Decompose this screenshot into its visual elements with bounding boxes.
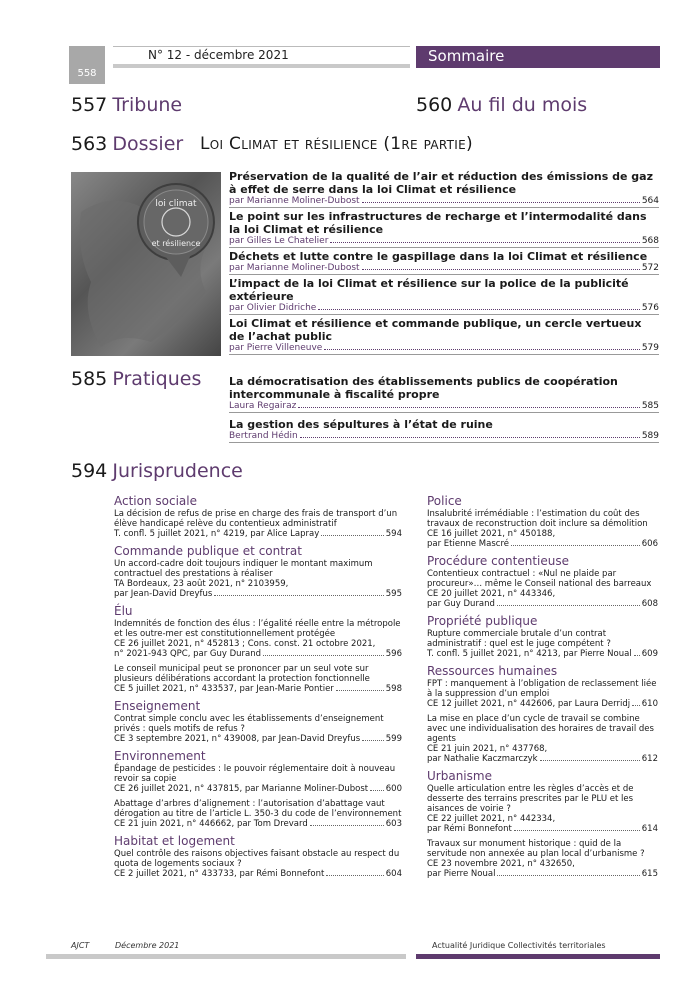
leader-dots	[634, 655, 640, 656]
juris-citation: par Etienne Mascré	[427, 539, 509, 549]
dossier-articles	[229, 170, 659, 357]
article-line	[229, 401, 659, 413]
article-author: par Marianne Moliner-Dubost	[229, 196, 360, 206]
juris-ref	[114, 734, 402, 744]
dossier-subtitle: Loi Climat et résilience (1re partie)	[200, 134, 473, 154]
juris-entry[interactable]	[427, 714, 658, 764]
juris-page: 603	[385, 819, 402, 829]
footer-journal: AJCT	[71, 941, 90, 950]
juris-summary: FPT : manquement à l’obligation de reclassement liée à la suppression d’un emploi	[427, 679, 657, 699]
juris-entry[interactable]	[427, 554, 658, 609]
juris-page: 595	[385, 589, 402, 599]
juris-summary: Contrat simple conclu avec les établissements d’enseignement privés : quels motifs de refus ?	[114, 714, 384, 734]
juris-entry[interactable]	[114, 749, 402, 794]
juris-entry[interactable]	[114, 834, 402, 879]
juris-citation-pre: CE 23 novembre 2021, n° 432650,	[427, 859, 575, 869]
juris-page: 609	[641, 649, 658, 659]
juris-entry[interactable]	[427, 664, 658, 709]
leader-dots	[497, 875, 639, 876]
juris-left-column	[114, 494, 402, 879]
section-pratiques-title: Pratiques	[112, 368, 202, 390]
juris-page: 612	[641, 754, 658, 764]
leader-dots	[318, 309, 639, 310]
badge-line1: loi climat	[155, 199, 197, 209]
leader-dots	[362, 269, 640, 270]
section-tribune-page: 557	[71, 94, 108, 116]
juris-summary: Abattage d’arbres d’alignement : l’autorisation d’abattage vaut dérogation au titre de l’article L. 350-3 du code de l’environnement	[114, 799, 402, 819]
juris-citation-pre: CE 21 juin 2021, n° 437768,	[427, 744, 548, 754]
dossier-article[interactable]	[229, 277, 659, 315]
juris-citation: n° 2021-943 QPC, par Guy Durand	[114, 649, 262, 659]
page-number: 558	[77, 68, 97, 79]
juris-citation: par Rémi Bonnefont	[427, 824, 512, 834]
article-page: 564	[641, 196, 659, 206]
article-author: par Gilles Le Chatelier	[229, 236, 329, 246]
juris-summary: Travaux sur monument historique : quid de la servitude non annexée au plan local d’urbanisme ?	[427, 839, 645, 859]
leader-dots	[298, 407, 639, 408]
section-dossier-page: 563	[71, 133, 108, 155]
article-page: 589	[641, 431, 659, 441]
juris-heading: Propriété publique	[427, 614, 538, 628]
article-title: Le point sur les infrastructures de recharge et l’intermodalité dans la loi Climat et résilience	[229, 210, 647, 236]
juris-entry[interactable]	[114, 699, 402, 744]
pratiques-article[interactable]	[229, 418, 659, 443]
leader-dots	[330, 242, 639, 243]
juris-heading: Urbanisme	[427, 769, 492, 783]
juris-heading: Ressources humaines	[427, 664, 558, 678]
leader-dots	[310, 825, 384, 826]
article-title: L’impact de la loi Climat et résilience sur la police de la publicité extérieure	[229, 277, 629, 303]
footer-date: Décembre 2021	[115, 941, 180, 950]
juris-ref	[427, 649, 658, 659]
juris-summary: Le conseil municipal peut se prononcer par un seul vote sur plusieurs délibérations accordant la protection fonctionnelle	[114, 664, 370, 684]
juris-citation: T. confl. 5 juillet 2021, n° 4219, par Alice Lapray	[114, 529, 320, 539]
article-author: Bertrand Hédin	[229, 431, 298, 441]
article-title: Déchets et lutte contre le gaspillage dans la loi Climat et résilience	[229, 250, 648, 263]
juris-entry[interactable]	[114, 544, 402, 599]
article-title: La démocratisation des établissements publics de coopération intercommunale à fiscalité propre	[229, 375, 618, 401]
juris-page: 594	[385, 529, 402, 539]
pratiques-articles	[229, 375, 659, 443]
leader-dots	[370, 790, 384, 791]
dossier-illustration	[71, 172, 221, 356]
juris-heading: Élu	[114, 604, 133, 618]
juris-summary: Un accord-cadre doit toujours indiquer le montant maximum contractuel des prestations à réaliser	[114, 559, 373, 579]
dossier-article[interactable]	[229, 317, 659, 355]
juris-ref	[427, 869, 658, 879]
juris-citation: CE 21 juin 2021, n° 446662, par Tom Drevard	[114, 819, 308, 829]
juris-ref	[427, 539, 658, 549]
juris-summary: Insalubrité irrémédiable : l’estimation du coût des travaux de reconstruction doit inclure sa démolition	[427, 509, 648, 529]
juris-page: 604	[385, 869, 402, 879]
juris-page: 608	[641, 599, 658, 609]
juris-ref	[427, 699, 658, 709]
section-dossier[interactable]	[71, 133, 183, 155]
juris-summary: Quel contrôle des raisons objectives faisant obstacle au respect du quota de logements sociaux ?	[114, 849, 400, 869]
juris-citation-pre: CE 26 juillet 2021, n° 452813 ; Cons. const. 21 octobre 2021,	[114, 639, 376, 649]
juris-summary: Contentieux contractuel : «Nul ne plaide par procureur»… même le Conseil national des barreaux	[427, 569, 652, 589]
section-dossier-title: Dossier	[112, 133, 184, 155]
article-line	[229, 196, 659, 208]
juris-summary: Rupture commerciale brutale d’un contrat administratif : quel est le juge compétent ?	[427, 629, 611, 649]
juris-citation: CE 12 juillet 2021, n° 442606, par Laura Derridj	[427, 699, 631, 709]
leader-dots	[514, 830, 640, 831]
juris-heading: Police	[427, 494, 462, 508]
juris-citation: par Jean-David Dreyfus	[114, 589, 213, 599]
leader-dots	[362, 740, 384, 741]
leader-dots	[511, 545, 640, 546]
map-pin-illustration	[71, 172, 221, 356]
section-jurisprudence[interactable]	[71, 460, 243, 482]
juris-summary: Indemnités de fonction des élus : l’égalité réelle entre la métropole et les outre-mer est constitutionnellement protégée	[114, 619, 401, 639]
leader-dots	[540, 760, 640, 761]
juris-entry[interactable]	[114, 664, 402, 694]
leader-dots	[632, 705, 640, 706]
article-page: 579	[641, 343, 659, 353]
article-line	[229, 431, 659, 443]
article-line	[229, 343, 659, 355]
leader-dots	[214, 595, 383, 596]
article-line	[229, 236, 659, 248]
leader-dots	[321, 535, 384, 536]
juris-citation: T. confl. 5 juillet 2021, n° 4213, par Pierre Noual	[427, 649, 632, 659]
juris-citation: CE 26 juillet 2021, n° 437815, par Marianne Moliner-Dubost	[114, 784, 369, 794]
section-juris-page: 594	[71, 460, 108, 482]
juris-heading: Enseignement	[114, 699, 201, 713]
juris-entry[interactable]	[427, 839, 658, 879]
juris-page: 600	[385, 784, 402, 794]
footer-publication: Actualité Juridique Collectivités territoriales	[432, 941, 606, 950]
juris-citation-pre: CE 20 juillet 2021, n° 443346,	[427, 589, 556, 599]
article-author: par Pierre Villeneuve	[229, 343, 323, 353]
juris-citation: CE 5 juillet 2021, n° 433537, par Jean-Marie Pontier	[114, 684, 334, 694]
article-title: La gestion des sépultures à l’état de ruine	[229, 418, 493, 431]
juris-citation: CE 3 septembre 2021, n° 439008, par Jean-David Dreyfus	[114, 734, 361, 744]
article-author: par Marianne Moliner-Dubost	[229, 263, 360, 273]
section-tribune[interactable]	[71, 94, 182, 116]
leader-dots	[497, 605, 640, 606]
leader-dots	[336, 690, 384, 691]
section-au-fil-page: 560	[416, 94, 453, 116]
juris-page: 596	[385, 649, 402, 659]
section-au-fil[interactable]	[416, 94, 587, 116]
juris-ref	[427, 754, 658, 764]
juris-ref	[114, 529, 402, 539]
juris-page: 606	[641, 539, 658, 549]
article-line	[229, 263, 659, 275]
article-page: 576	[641, 303, 659, 313]
section-pratiques[interactable]	[71, 368, 201, 390]
section-pratiques-page: 585	[71, 368, 108, 390]
juris-citation: par Pierre Noual	[427, 869, 496, 879]
leader-dots	[326, 875, 383, 876]
juris-ref	[114, 869, 402, 879]
leader-dots	[324, 349, 640, 350]
juris-entry[interactable]	[427, 494, 658, 549]
juris-summary: Quelle articulation entre les règles d’accès et de desserte des terrains prescrites par le PLU et les aisances de voirie ?	[427, 784, 634, 814]
footer-right-bar	[416, 954, 660, 959]
article-line	[229, 303, 659, 315]
juris-citation-pre: CE 16 juillet 2021, n° 450188,	[427, 529, 556, 539]
article-page: 585	[641, 401, 659, 411]
juris-ref	[427, 824, 658, 834]
dossier-article[interactable]	[229, 170, 659, 208]
juris-page: 599	[385, 734, 402, 744]
juris-right-column	[427, 494, 658, 879]
juris-ref	[114, 784, 402, 794]
article-page: 572	[641, 263, 659, 273]
page-number-badge	[69, 46, 105, 84]
section-juris-title: Jurisprudence	[112, 460, 243, 482]
juris-entry[interactable]	[114, 494, 402, 539]
article-page: 568	[641, 236, 659, 246]
juris-summary: La décision de refus de prise en charge des frais de transport d’un élève handicapé relève du contentieux administratif	[114, 509, 398, 529]
juris-ref	[427, 599, 658, 609]
dossier-article[interactable]	[229, 210, 659, 248]
juris-ref	[114, 589, 402, 599]
article-title: Préservation de la qualité de l’air et réduction des émissions de gaz à effet de serre dans la loi Climat et résilience	[229, 170, 653, 196]
juris-heading: Environnement	[114, 749, 206, 763]
juris-ref	[114, 819, 402, 829]
juris-entry[interactable]	[114, 604, 402, 659]
juris-citation: par Guy Durand	[427, 599, 495, 609]
dossier-article[interactable]	[229, 250, 659, 275]
leader-dots	[300, 437, 640, 438]
juris-page: 598	[385, 684, 402, 694]
juris-ref	[114, 684, 402, 694]
leader-dots	[263, 655, 384, 656]
juris-summary: La mise en place d’un cycle de travail se combine avec une individualisation des horaires de travail des agents	[427, 714, 654, 744]
issue-label: N° 12 - décembre 2021	[148, 48, 289, 62]
juris-summary: Épandage de pesticides : le pouvoir réglementaire doit à nouveau revoir sa copie	[114, 764, 396, 784]
article-title: Loi Climat et résilience et commande publique, un cercle vertueux de l’achat public	[229, 317, 642, 343]
juris-page: 610	[641, 699, 658, 709]
juris-page: 614	[641, 824, 658, 834]
juris-citation: CE 2 juillet 2021, n° 433733, par Rémi Bonnefont	[114, 869, 325, 879]
leader-dots	[362, 202, 640, 203]
article-author: Laura Regairaz	[229, 401, 297, 411]
sommaire-title: Sommaire	[428, 47, 505, 65]
article-author: par Olivier Didriche	[229, 303, 317, 313]
juris-heading: Commande publique et contrat	[114, 544, 302, 558]
juris-entry[interactable]	[114, 799, 402, 829]
footer-left-bar	[46, 954, 406, 959]
juris-citation: par Nathalie Kaczmarczyk	[427, 754, 538, 764]
juris-citation-pre: TA Bordeaux, 23 août 2021, n° 2103959,	[114, 579, 289, 589]
juris-citation-pre: CE 22 juillet 2021, n° 442334,	[427, 814, 556, 824]
juris-entry[interactable]	[427, 614, 658, 659]
juris-heading: Habitat et logement	[114, 834, 235, 848]
section-au-fil-title: Au fil du mois	[457, 94, 588, 116]
juris-heading: Procédure contentieuse	[427, 554, 570, 568]
juris-entry[interactable]	[427, 769, 658, 834]
juris-ref	[114, 649, 402, 659]
pratiques-article[interactable]	[229, 375, 659, 413]
section-tribune-title: Tribune	[112, 94, 183, 116]
juris-heading: Action sociale	[114, 494, 197, 508]
juris-page: 615	[641, 869, 658, 879]
badge-line2: et résilience	[151, 239, 201, 248]
